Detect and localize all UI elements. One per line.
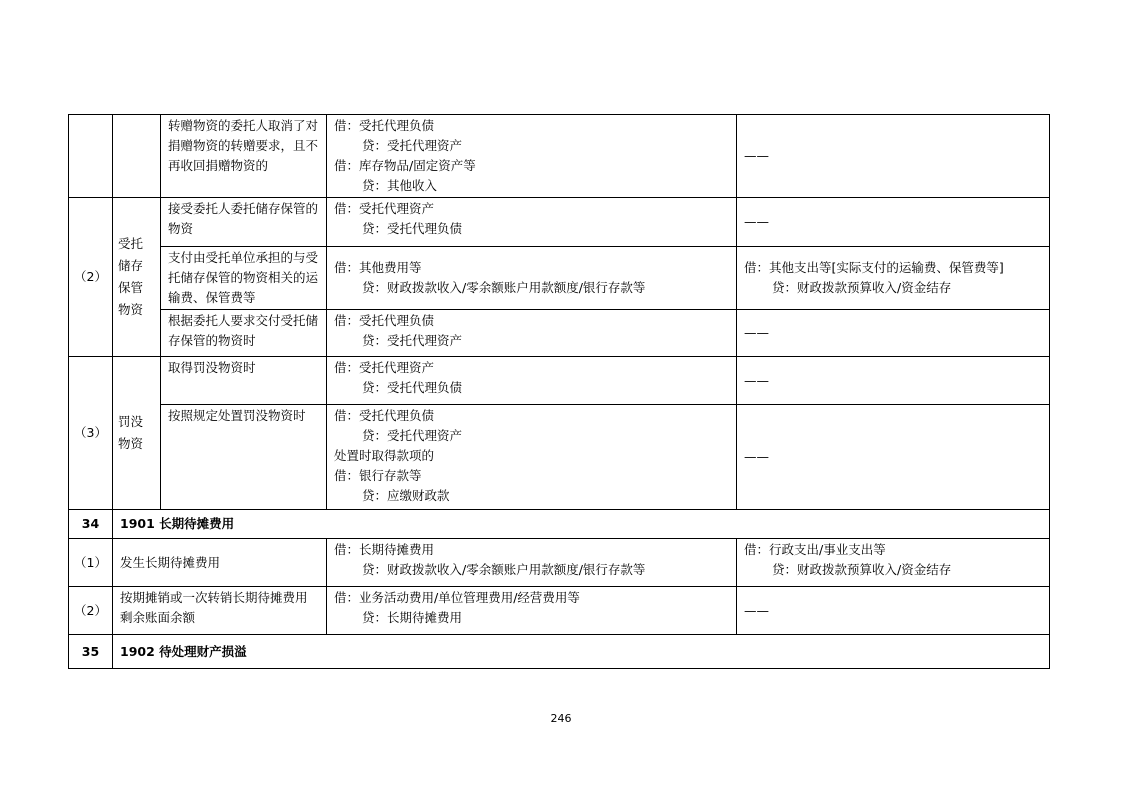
event-cell: 按照规定处置罚没物资时 [161, 405, 327, 510]
finance-entry-cell [737, 405, 1050, 510]
entry-line: 贷：受托代理资产 [362, 333, 463, 348]
finance-entry-cell [737, 247, 1050, 310]
entry-line: 借：受托代理负债 [334, 118, 435, 133]
section-number: 34 [69, 510, 113, 539]
entry-line: 贷：受托代理负债 [362, 221, 463, 236]
entry-line: 借：行政支出/事业支出等 [744, 542, 886, 557]
entry-line: 借：受托代理负债 [334, 313, 435, 328]
budget-entry-cell [327, 310, 737, 357]
budget-entry-cell [327, 247, 737, 310]
event-cell: 接受委托人委托储存保管的物资 [161, 198, 327, 247]
table-row [69, 115, 1050, 198]
budget-entry-cell [327, 198, 737, 247]
table-row [69, 247, 1050, 310]
section-title: 1902 待处理财产损溢 [113, 635, 1050, 669]
event-cell: 根据委托人要求交付受托储存保管的物资时 [161, 310, 327, 357]
accounting-entries-table [68, 114, 1050, 669]
event-cell: 发生长期待摊费用 [113, 539, 327, 587]
row-number-cell: （2） [69, 198, 113, 357]
table-row [69, 405, 1050, 510]
finance-entry-cell [737, 198, 1050, 247]
section-title: 1901 长期待摊费用 [113, 510, 1050, 539]
entry-line: 借：受托代理负债 [334, 408, 435, 423]
row-number-cell: （1） [69, 539, 113, 587]
category-cell: 受托储存保管物资 [113, 198, 161, 357]
event-cell: 转赠物资的委托人取消了对捐赠物资的转赠要求，且不再收回捐赠物资的 [161, 115, 327, 198]
category-cell: 罚没物资 [113, 357, 161, 510]
entry-line: 贷：受托代理资产 [362, 428, 463, 443]
section-number: 35 [69, 635, 113, 669]
budget-entry-cell [327, 539, 737, 587]
event-cell: 取得罚没物资时 [161, 357, 327, 405]
entry-line: 贷：其他收入 [362, 178, 438, 193]
budget-entry-cell [327, 587, 737, 635]
table-row [69, 357, 1050, 405]
entry-line: 贷：财政拨款预算收入/资金结存 [772, 280, 952, 295]
empty-dash: —— [744, 148, 769, 163]
finance-entry-cell [737, 539, 1050, 587]
entry-line: 借：业务活动费用/单位管理费用/经营费用等 [334, 590, 580, 605]
empty-dash: —— [744, 214, 769, 229]
row-number-cell [69, 115, 113, 198]
finance-entry-cell [737, 115, 1050, 198]
entry-line: 借：受托代理资产 [334, 360, 435, 375]
entry-line: 贷：财政拨款预算收入/资金结存 [772, 562, 952, 577]
budget-entry-cell [327, 405, 737, 510]
row-number-cell: （3） [69, 357, 113, 510]
entry-line: 贷：受托代理负债 [362, 380, 463, 395]
entry-line: 贷：应缴财政款 [362, 488, 450, 503]
entry-line: 贷：受托代理资产 [362, 138, 463, 153]
table-row [69, 310, 1050, 357]
entry-line: 借：长期待摊费用 [334, 542, 435, 557]
category-cell [113, 115, 161, 198]
page-number: 246 [550, 712, 572, 725]
empty-dash: —— [744, 372, 769, 388]
entry-line: 贷：财政拨款收入/零余额账户用款额度/银行存款等 [362, 280, 646, 295]
finance-entry-cell [737, 310, 1050, 357]
entry-line: 借：库存物品/固定资产等 [334, 158, 476, 173]
entry-line: 贷：财政拨款收入/零余额账户用款额度/银行存款等 [362, 562, 646, 577]
row-number-cell: （2） [69, 587, 113, 635]
finance-entry-cell [737, 587, 1050, 635]
entry-line: 贷：长期待摊费用 [362, 610, 463, 625]
table-row [69, 198, 1050, 247]
event-cell: 按期摊销或一次转销长期待摊费用剩余账面余额 [113, 587, 327, 635]
table-row [69, 587, 1050, 635]
section-header-row [69, 635, 1050, 669]
entry-line: 借：其他支出等[实际支付的运输费、保管费等] [744, 260, 1004, 275]
entry-line: 借：银行存款等 [334, 468, 422, 483]
finance-entry-cell [737, 357, 1050, 405]
entry-line: 借：其他费用等 [334, 260, 422, 275]
entry-line: 处置时取得款项的 [334, 448, 435, 463]
budget-entry-cell [327, 357, 737, 405]
event-cell: 支付由受托单位承担的与受托储存保管的物资相关的运输费、保管费等 [161, 247, 327, 310]
empty-dash: —— [744, 449, 769, 464]
table-row [69, 539, 1050, 587]
empty-dash: —— [744, 325, 769, 340]
budget-entry-cell [327, 115, 737, 198]
empty-dash: —— [744, 602, 769, 618]
entry-line: 借：受托代理资产 [334, 201, 435, 216]
section-header-row [69, 510, 1050, 539]
